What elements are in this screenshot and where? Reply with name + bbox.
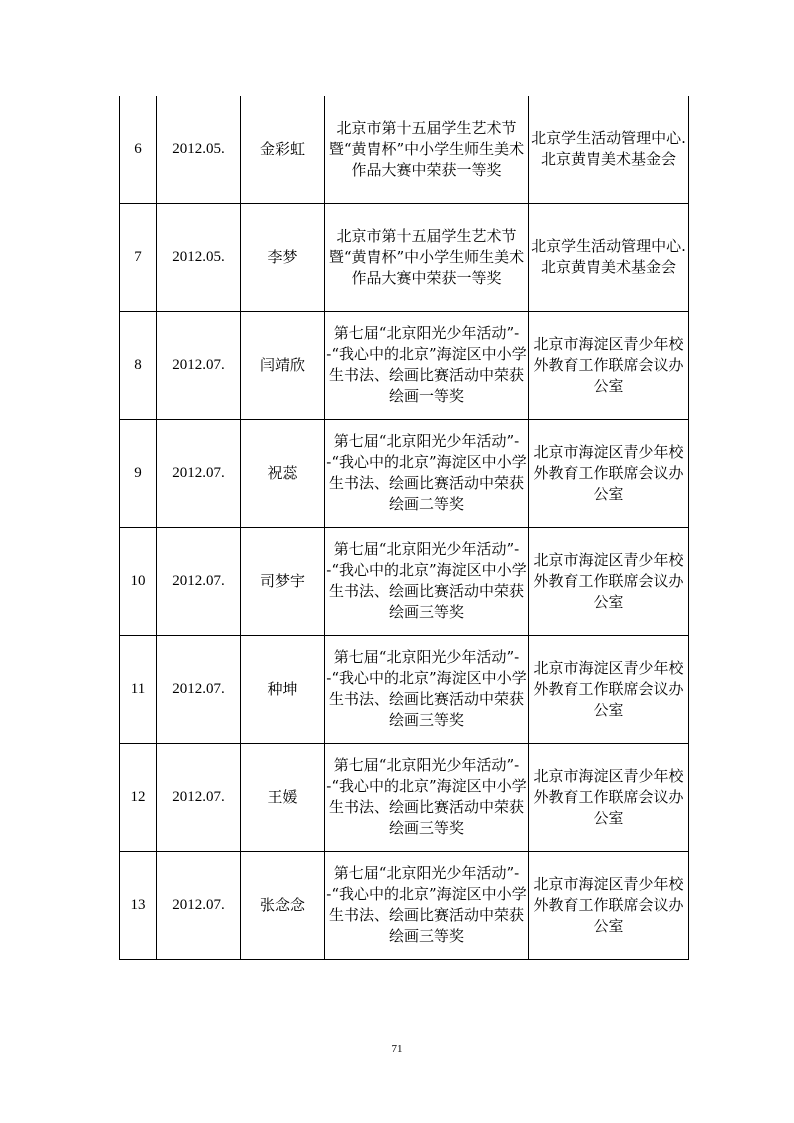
table-row [120,743,689,851]
award-date: 2012.07. [157,419,241,527]
award-date: 2012.07. [157,851,241,959]
student-name: 闫靖欣 [241,311,325,419]
student-name: 祝蕊 [241,419,325,527]
award-description: 第七届“北京阳光少年活动”--“我心中的北京”海淀区中小学生书法、绘画比赛活动中荣获绘画三等奖 [325,527,529,635]
awarding-organization: 北京市海淀区青少年校外教育工作联席会议办公室 [529,311,689,419]
row-number: 13 [120,851,157,959]
award-date: 2012.05. [157,203,241,311]
award-description: 第七届“北京阳光少年活动”--“我心中的北京”海淀区中小学生书法、绘画比赛活动中荣获绘画二等奖 [325,419,529,527]
student-name: 王媛 [241,743,325,851]
award-date: 2012.07. [157,311,241,419]
row-number: 10 [120,527,157,635]
awarding-organization: 北京市海淀区青少年校外教育工作联席会议办公室 [529,419,689,527]
table-row [120,635,689,743]
award-description: 北京市第十五届学生艺术节暨“黄胄杯”中小学生师生美术作品大赛中荣获一等奖 [325,203,529,311]
table-row [120,851,689,959]
awarding-organization: 北京市海淀区青少年校外教育工作联席会议办公室 [529,635,689,743]
row-number: 9 [120,419,157,527]
student-name: 金彩虹 [241,96,325,203]
award-description: 第七届“北京阳光少年活动”--“我心中的北京”海淀区中小学生书法、绘画比赛活动中荣获绘画三等奖 [325,743,529,851]
table-row [120,527,689,635]
award-date: 2012.05. [157,96,241,203]
awarding-organization: 北京市海淀区青少年校外教育工作联席会议办公室 [529,851,689,959]
award-date: 2012.07. [157,635,241,743]
award-description: 北京市第十五届学生艺术节暨“黄胄杯”中小学生师生美术作品大赛中荣获一等奖 [325,96,529,203]
table-row [120,203,689,311]
row-number: 8 [120,311,157,419]
award-date: 2012.07. [157,527,241,635]
awarding-organization: 北京市海淀区青少年校外教育工作联席会议办公室 [529,743,689,851]
student-name: 李梦 [241,203,325,311]
row-number: 11 [120,635,157,743]
awarding-organization: 北京学生活动管理中心.北京黄胄美术基金会 [529,96,689,203]
awarding-organization: 北京学生活动管理中心.北京黄胄美术基金会 [529,203,689,311]
row-number: 7 [120,203,157,311]
row-number: 6 [120,96,157,203]
award-description: 第七届“北京阳光少年活动”--“我心中的北京”海淀区中小学生书法、绘画比赛活动中荣获绘画一等奖 [325,311,529,419]
award-description: 第七届“北京阳光少年活动”--“我心中的北京”海淀区中小学生书法、绘画比赛活动中荣获绘画三等奖 [325,635,529,743]
table-row [120,96,689,203]
awards-table [119,96,689,960]
table-row [120,419,689,527]
award-description: 第七届“北京阳光少年活动”--“我心中的北京”海淀区中小学生书法、绘画比赛活动中荣获绘画三等奖 [325,851,529,959]
student-name: 司梦宇 [241,527,325,635]
awarding-organization: 北京市海淀区青少年校外教育工作联席会议办公室 [529,527,689,635]
student-name: 种坤 [241,635,325,743]
award-date: 2012.07. [157,743,241,851]
row-number: 12 [120,743,157,851]
table-row [120,311,689,419]
student-name: 张念念 [241,851,325,959]
page-number: 71 [391,1043,403,1055]
